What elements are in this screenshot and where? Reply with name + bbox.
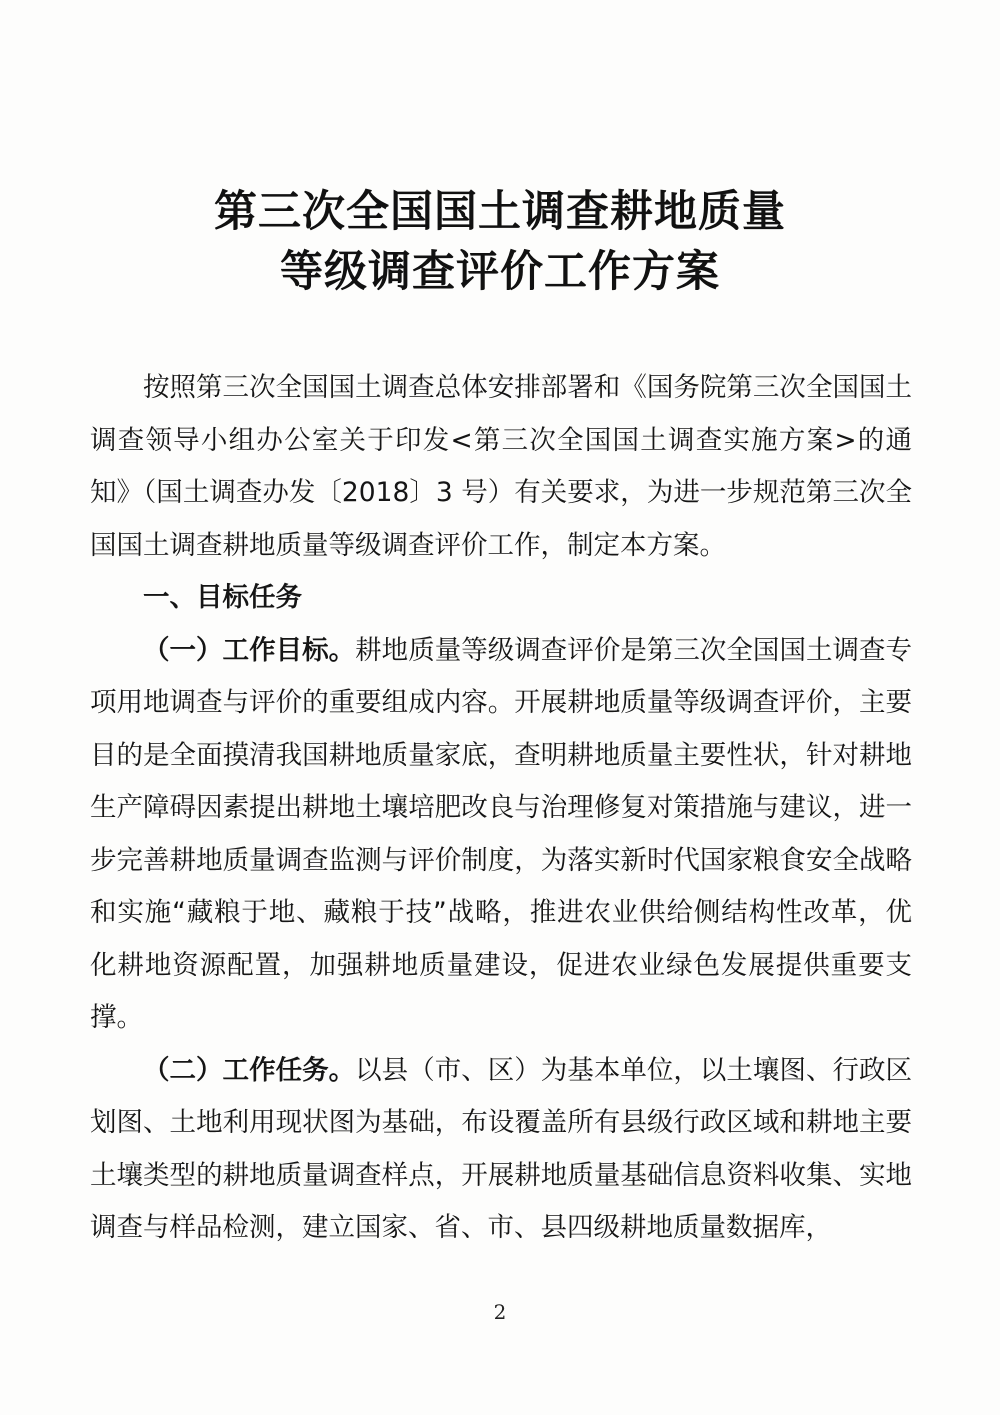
- paragraph-work-task: [90, 1045, 912, 1255]
- document-title-line-2: 等级调查评价工作方案: [280, 247, 720, 297]
- document-body: [90, 362, 912, 1255]
- paragraph-text: 耕地质量等级调查评价是第三次全国国土调查专项用地调查与评价的重要组成内容。开展耕地质量等级调查评价，主要目的是全面摸清我国耕地质量家底，查明耕地质量主要性状，针对耕地生产障碍因素提出耕地土壤培肥改良与治理修复对策措施与建议，进一步完善耕地质量调查监测与评价制度，为落实新时代国家粮食安全战略和实施“藏粮于地、藏粮于技”战略，推进农业供给侧结构性改革，优化耕地资源配置，加强耕地质量建设，促进农业绿色发展提供重要支撑。: [90, 634, 913, 1033]
- intro-paragraph: 按照第三次全国国土调查总体安排部署和《国务院第三次全国国土调查领导小组办公室关于印发<第三次全国国土调查实施方案>的通知》（国土调查办发〔2018〕3 号）有关要求，为进一步规范第三次全国国土调查耕地质量等级调查评价工作，制定本方案。: [90, 372, 912, 561]
- document-title-line-1: 第三次全国国土调查耕地质量: [214, 187, 786, 237]
- paragraph-text: 以县（市、区）为基本单位，以土壤图、行政区划图、土地利用现状图为基础，布设覆盖所有县级行政区域和耕地主要土壤类型的耕地质量调查样点，开展耕地质量基础信息资料收集、实地调查与样品检测，建立国家、省、市、县四级耕地质量数据库，: [90, 1054, 913, 1243]
- paragraph-lead: （一）工作目标。: [143, 634, 356, 666]
- section-heading: 一、目标任务: [143, 582, 302, 613]
- page-number: 2: [493, 1300, 507, 1324]
- paragraph-work-goal: [90, 625, 912, 1045]
- paragraph-lead: （二）工作任务。: [143, 1054, 356, 1086]
